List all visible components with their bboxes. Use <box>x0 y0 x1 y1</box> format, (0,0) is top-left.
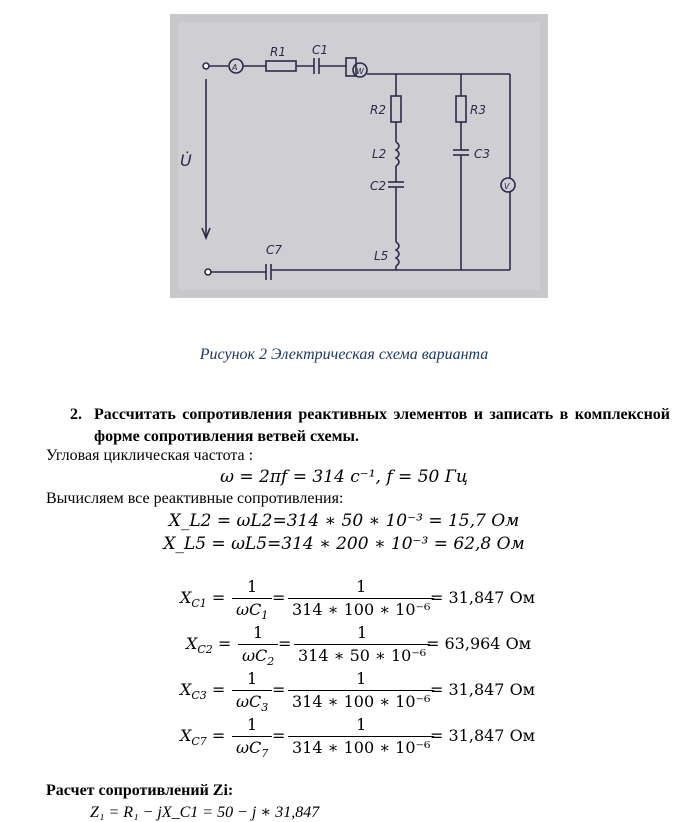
label-l2: L2 <box>372 147 387 161</box>
section-title: Рассчитать сопротивления реактивных элементов и записать в комплексной форме сопротивления ветвей схемы. <box>94 406 670 445</box>
xc1-row: $X_{C1}$ = 1 $\omega C_1$ = 1 314 ∗ 100 ∗ 10⁻⁶ = 31,847 Ом <box>180 577 536 623</box>
xc3-denom: 314 ∗ 100 ∗ 10⁻⁶ <box>288 690 434 713</box>
label-r2: R2 <box>370 103 386 117</box>
z1-formula: Z₁ = R₁ − jX_C1 = 50 − j ∗ 31,847 <box>90 804 320 821</box>
react-label: Вычисляем все реактивные сопротивления: <box>46 490 344 507</box>
xc2-result: = 63,964 Ом <box>426 634 532 653</box>
circuit-diagram <box>170 14 548 298</box>
xc7-denom: 314 ∗ 100 ∗ 10⁻⁶ <box>288 736 434 759</box>
zi-label: Расчет сопротивлений Zi: <box>46 782 234 799</box>
xc1-denom: 314 ∗ 100 ∗ 10⁻⁶ <box>288 598 434 621</box>
label-ammeter: A <box>232 63 238 72</box>
xc3-row: $X_{C3}$ = 1 $\omega C_3$ = 1 314 ∗ 100 ∗ 10⁻⁶ = 31,847 Ом <box>180 669 536 715</box>
freq-formula: ω = 2πf = 314 с⁻¹, f = 50 Гц <box>220 467 468 487</box>
xc2-denom: 314 ∗ 50 ∗ 10⁻⁶ <box>294 644 430 667</box>
label-c3: C3 <box>474 147 491 161</box>
xc3-result: = 31,847 Ом <box>430 680 536 699</box>
label-voltmeter: V <box>504 182 510 191</box>
label-c7: C7 <box>266 243 283 257</box>
xc2-row: $X_{C2}$ = 1 $\omega C_2$ = 1 314 ∗ 50 ∗ 10⁻⁶ = 63,964 Ом <box>186 623 532 669</box>
label-r3: R3 <box>470 103 486 117</box>
label-r1: R1 <box>270 45 286 59</box>
circuit-photo <box>170 14 548 298</box>
label-u: U̇ <box>180 151 192 170</box>
label-wattmeter: W <box>356 67 364 76</box>
xc7-row: $X_{C7}$ = 1 $\omega C_7$ = 1 314 ∗ 100 ∗ 10⁻⁶ = 31,847 Ом <box>180 715 536 761</box>
section-heading <box>70 404 670 448</box>
xc1-result: = 31,847 Ом <box>430 588 536 607</box>
section-number: 2. <box>70 406 82 423</box>
xl2-formula: X_L2 = ωL2=314 ∗ 50 ∗ 10⁻³ = 15,7 Ом <box>168 511 520 531</box>
label-c2: C2 <box>370 179 387 193</box>
freq-label: Угловая циклическая частота : <box>46 447 254 464</box>
label-l5: L5 <box>374 249 389 263</box>
xl5-formula: X_L5 = ωL5=314 ∗ 200 ∗ 10⁻³ = 62,8 Ом <box>163 534 525 554</box>
xc7-result: = 31,847 Ом <box>430 726 536 745</box>
label-c1: C1 <box>312 43 329 57</box>
figure-caption: Рисунок 2 Электрическая схема варианта <box>199 346 489 363</box>
